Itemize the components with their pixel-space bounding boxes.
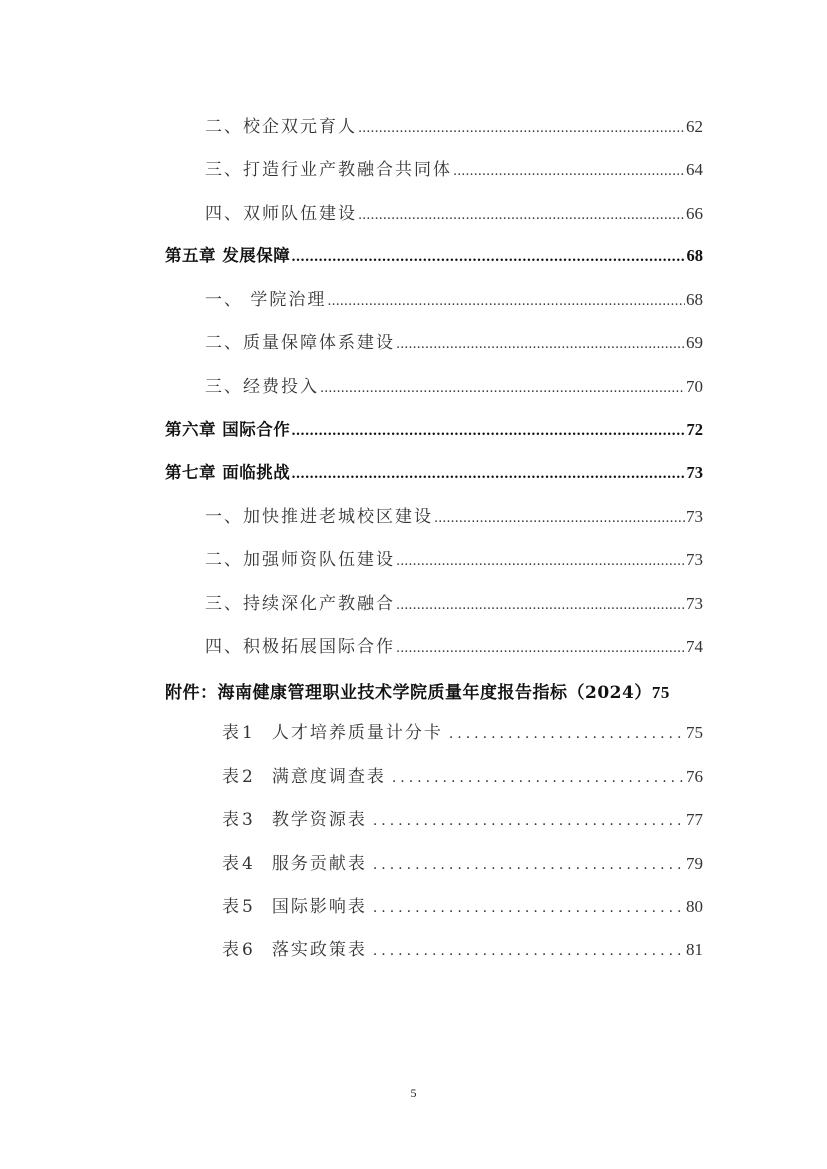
- toc-entry-page: 64: [686, 160, 703, 179]
- dot-leader: [373, 900, 685, 916]
- toc-entry-title: 二、质量保障体系建设: [205, 333, 395, 353]
- dot-leader: [396, 554, 685, 569]
- toc-entry-section[interactable]: [205, 502, 703, 527]
- table-title: 人才培养质量计分卡: [271, 723, 443, 743]
- toc-entry-table[interactable]: [222, 805, 703, 830]
- toc-entry-table[interactable]: [222, 892, 703, 917]
- table-number: 表5: [222, 897, 256, 917]
- dot-leader: [358, 208, 685, 223]
- dot-leader: [396, 598, 685, 613]
- toc-entry-section[interactable]: [205, 632, 703, 657]
- toc-entry-page: 76: [686, 767, 703, 786]
- toc-entry-page: 66: [686, 204, 703, 223]
- table-title: 满意度调查表: [271, 767, 386, 787]
- table-title: 落实政策表: [271, 940, 367, 960]
- toc-entry-section[interactable]: [205, 285, 703, 310]
- appendix-page: 75: [651, 683, 670, 702]
- toc-entry-appendix[interactable]: [165, 678, 725, 703]
- toc-entry-page: 68: [686, 290, 703, 309]
- toc-entry-title: 一、 学院治理: [205, 290, 327, 310]
- toc-entry-chapter[interactable]: [165, 416, 703, 440]
- toc-entry-page: 73: [686, 463, 703, 482]
- toc-entry-chapter[interactable]: [165, 459, 703, 483]
- toc-entry-page: 75: [686, 723, 703, 742]
- dot-leader: [373, 813, 685, 829]
- toc-entry-page: 77: [686, 810, 703, 829]
- dot-leader: [291, 467, 685, 482]
- toc-entry-page: 70: [686, 377, 703, 396]
- toc-entry-page: 69: [686, 333, 703, 352]
- dot-leader: [396, 337, 685, 352]
- toc-entry-title: 第六章 国际合作: [165, 420, 291, 439]
- table-title: 教学资源表: [271, 810, 367, 830]
- toc-entry-page: 72: [686, 420, 703, 439]
- table-number: 表1: [222, 723, 256, 743]
- toc-entry-page: 73: [686, 594, 703, 613]
- dot-leader: [449, 726, 685, 742]
- dot-leader: [291, 250, 685, 265]
- toc-entry-title: 四、积极拓展国际合作: [205, 637, 395, 657]
- toc-entry-title: 第五章 发展保障: [165, 246, 291, 265]
- toc-entry-page: 80: [686, 897, 703, 916]
- toc-entry-section[interactable]: [205, 155, 703, 180]
- dot-leader: [453, 164, 685, 179]
- table-number: 表6: [222, 940, 256, 960]
- toc-entry-page: 74: [686, 637, 703, 656]
- toc-entry-page: 73: [686, 507, 703, 526]
- dot-leader: [434, 511, 685, 526]
- table-number: 表4: [222, 854, 256, 874]
- toc-entry-page: 62: [686, 117, 703, 136]
- toc-entry-section[interactable]: [205, 328, 703, 353]
- toc-entry-section[interactable]: [205, 112, 703, 137]
- dot-leader: [291, 424, 685, 439]
- toc-entry-section[interactable]: [205, 372, 703, 397]
- dot-leader: [320, 381, 685, 396]
- toc-entry-title: 第七章 面临挑战: [165, 463, 291, 482]
- dot-leader: [373, 943, 685, 959]
- table-title: 服务贡献表: [271, 854, 367, 874]
- toc-entry-title: 一、加快推进老城校区建设: [205, 507, 433, 527]
- dot-leader: [358, 121, 685, 136]
- toc-entry-table[interactable]: [222, 849, 703, 874]
- appendix-title: 附件：海南健康管理职业技术学院质量年度报告指标（2024）: [165, 683, 652, 703]
- dot-leader: [392, 770, 685, 786]
- toc-entry-chapter[interactable]: [165, 242, 703, 266]
- page-number: 5: [410, 1086, 417, 1100]
- toc-entry-page: 73: [686, 550, 703, 569]
- toc-entry-title: 二、校企双元育人: [205, 117, 357, 137]
- table-number: 表3: [222, 810, 256, 830]
- table-number: 表2: [222, 767, 256, 787]
- toc-entry-page: 68: [686, 246, 703, 265]
- dot-leader: [327, 294, 685, 309]
- toc-entry-title: 三、经费投入: [205, 377, 319, 397]
- table-title: 国际影响表: [271, 897, 367, 917]
- toc-entry-title: 四、双师队伍建设: [205, 204, 357, 224]
- toc-entry-table[interactable]: [222, 718, 703, 743]
- toc-entry-page: 79: [686, 854, 703, 873]
- toc-entry-section[interactable]: [205, 589, 703, 614]
- toc-entry-section[interactable]: [205, 199, 703, 224]
- toc-entry-title: 二、加强师资队伍建设: [205, 550, 395, 570]
- toc-entry-title: 三、打造行业产教融合共同体: [205, 160, 452, 180]
- dot-leader: [373, 857, 685, 873]
- toc-entry-table[interactable]: [222, 935, 703, 960]
- toc-entry-table[interactable]: [222, 762, 703, 787]
- toc-entry-title: 三、持续深化产教融合: [205, 594, 395, 614]
- toc-entry-page: 81: [686, 940, 703, 959]
- dot-leader: [396, 641, 685, 656]
- toc-entry-section[interactable]: [205, 545, 703, 570]
